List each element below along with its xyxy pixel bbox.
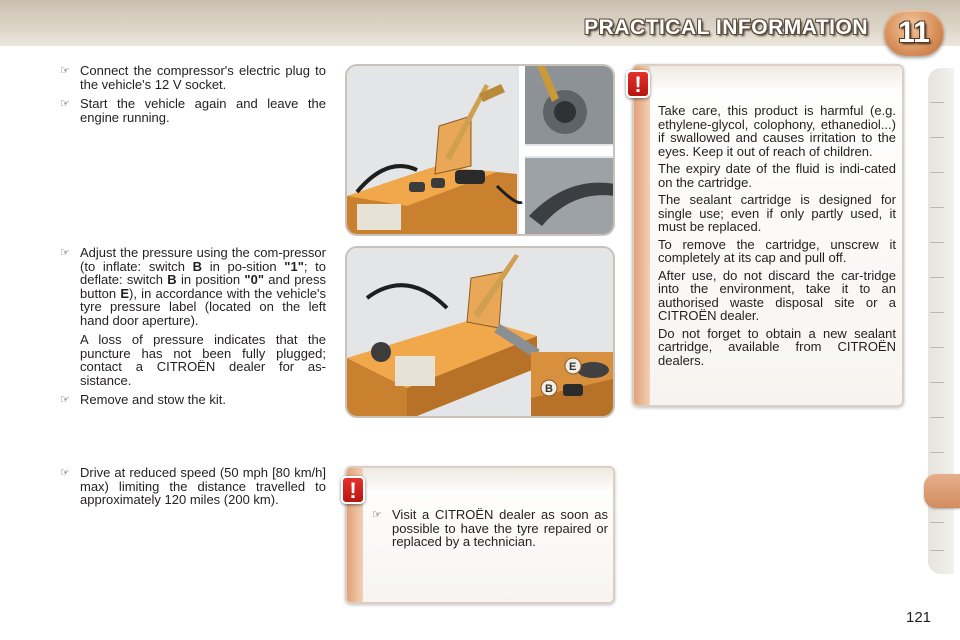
panel-header bbox=[650, 66, 902, 92]
instructions-section-3 bbox=[60, 466, 326, 513]
warning-paragraph: After use, do not discard the car-tridge into the environment, take it to an authorised waste disposal site or a CITROËN dealer. bbox=[658, 267, 896, 323]
callout-e: E bbox=[569, 361, 577, 373]
tab-divider bbox=[930, 277, 944, 278]
list-item bbox=[60, 246, 326, 327]
pointing-hand-icon: ☞ bbox=[60, 394, 70, 406]
compressor-kit-illustration bbox=[347, 66, 615, 236]
warning-paragraph: To remove the cartridge, unscrew it completely at its cap and pull off. bbox=[658, 236, 896, 265]
compressor-switches-photo bbox=[345, 246, 615, 418]
switch-b-label: B bbox=[167, 272, 177, 287]
list-item bbox=[60, 64, 326, 91]
position-1-label: "1" bbox=[284, 258, 304, 274]
compressor-socket-photo bbox=[345, 64, 615, 236]
warning-paragraph: Take care, this product is harmful (e.g. ethylene-glycol, colophony, ethanediol...) if swallowed and causes irritation to the eyes. Keep it out of reach of children. bbox=[658, 103, 896, 159]
list-item bbox=[60, 466, 326, 507]
panel-header bbox=[363, 468, 613, 494]
pointing-hand-icon: ☞ bbox=[60, 247, 70, 259]
list-item bbox=[60, 97, 326, 124]
adjust-pressure-text: Adjust the pressure using the com-pressor (to inflate: switch B in po-sition "1"; to deflate: switch B in position "0" and press button E), in accordance with the vehicle's tyre pressure label (located on the left hand door aperture). bbox=[80, 245, 326, 328]
active-chapter-tab[interactable] bbox=[924, 474, 960, 508]
list-item bbox=[60, 393, 326, 408]
step-text: Drive at reduced speed (50 mph [80 km/h] max) limiting the distance travelled to approximately 120 miles (200 km). bbox=[80, 465, 326, 507]
pointing-hand-icon: ☞ bbox=[60, 65, 70, 77]
warning-paragraph: Do not forget to obtain a new sealant cartridge, available from CITROËN dealers. bbox=[658, 325, 896, 368]
pointing-hand-icon: ☞ bbox=[60, 467, 70, 479]
switch-b-label: B bbox=[192, 258, 203, 274]
warning-text-dealer bbox=[372, 508, 608, 549]
tab-divider bbox=[930, 550, 944, 551]
compressor-kit-illustration bbox=[347, 248, 615, 418]
position-0-label: "0" bbox=[244, 272, 264, 287]
tab-divider bbox=[930, 347, 944, 348]
tab-divider bbox=[930, 417, 944, 418]
warning-paragraph: The sealant cartridge is designed for single use; even if only partly used, it must be replaced. bbox=[658, 192, 896, 234]
chapter-number-badge: 11 bbox=[884, 10, 944, 56]
warning-text-sealant bbox=[658, 104, 896, 371]
instructions-section-1 bbox=[60, 64, 326, 130]
callout-b: B bbox=[545, 383, 553, 395]
dealer-advice-text: Visit a CITROËN dealer as soon as possible to have the tyre repaired or replaced by a technician. bbox=[392, 507, 608, 549]
step-text: Connect the compressor's electric plug to the vehicle's 12 V socket. bbox=[80, 63, 326, 92]
warning-paragraph: The expiry date of the fluid is indi-cated on the cartridge. bbox=[658, 161, 896, 190]
page-title: PRACTICAL INFORMATION bbox=[584, 16, 868, 39]
tab-divider bbox=[930, 207, 944, 208]
tab-divider bbox=[930, 382, 944, 383]
pointing-hand-icon: ☞ bbox=[60, 98, 70, 110]
warning-exclamation-icon: ! bbox=[626, 70, 650, 98]
step-text: Remove and stow the kit. bbox=[80, 392, 226, 407]
pointing-hand-icon: ☞ bbox=[372, 509, 382, 521]
tab-divider bbox=[930, 172, 944, 173]
pressure-loss-note: A loss of pressure indicates that the puncture has not been fully plugged; contact a CITROËN dealer for as-sistance. bbox=[80, 332, 326, 388]
tab-divider bbox=[930, 522, 944, 523]
step-text: Start the vehicle again and leave the engine running. bbox=[80, 96, 326, 125]
tab-divider bbox=[930, 137, 944, 138]
tab-divider bbox=[930, 242, 944, 243]
button-e-label: E bbox=[120, 285, 130, 301]
panel-accent-bar bbox=[634, 66, 650, 405]
tab-divider bbox=[930, 312, 944, 313]
page-number: 121 bbox=[906, 609, 932, 626]
warning-exclamation-icon: ! bbox=[341, 476, 365, 504]
instructions-section-2 bbox=[60, 246, 326, 414]
tab-divider bbox=[930, 452, 944, 453]
tab-divider bbox=[930, 102, 944, 103]
